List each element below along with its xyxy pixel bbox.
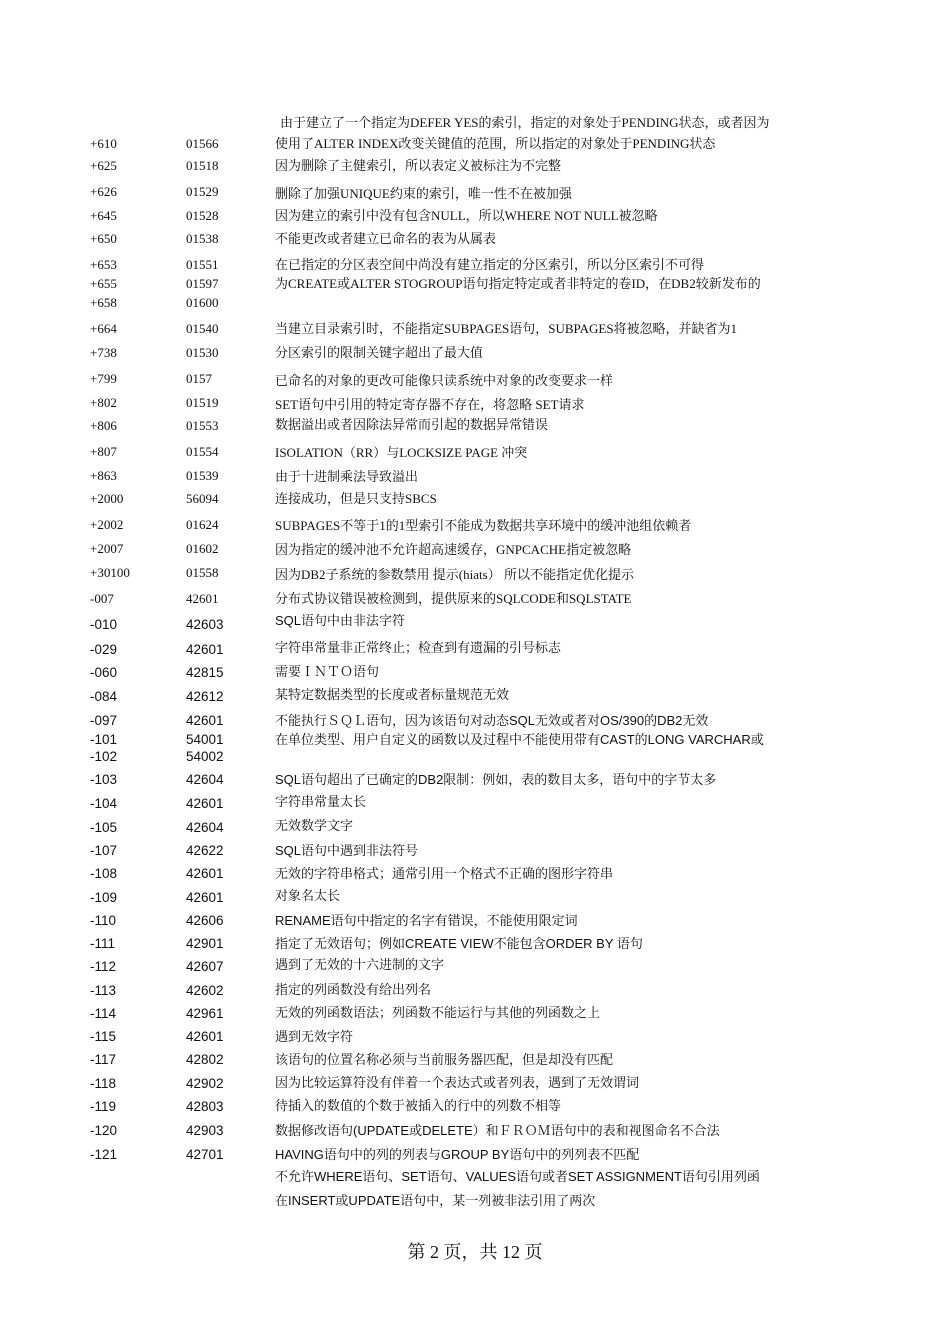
table-row — [0, 711, 950, 731]
sqlstate: 42606 — [186, 913, 224, 928]
description: 不能执行ＳＱＬ语句，因为该语句对动态SQL无效或者对OS/390的DB2无效 — [275, 713, 709, 728]
sqlstate: 42601 — [186, 796, 224, 811]
sqlstate: 01553 — [186, 418, 219, 433]
sqlcode: +799 — [90, 371, 117, 386]
description: 数据溢出或者因除法异常而引起的数据异常错误 — [275, 417, 549, 432]
sqlstate: 42701 — [186, 1147, 224, 1162]
description: 因为删除了主健索引，所以表定义被标注为不完整 — [275, 158, 562, 173]
sqlcode: -111 — [90, 936, 116, 951]
description: 为CREATE或ALTER STOGROUP语句指定特定或者非特定的卷ID，在DB2较新发布的 — [275, 276, 761, 291]
sqlstate: 42607 — [186, 959, 224, 974]
table-row — [0, 182, 950, 202]
sqlcode: -118 — [90, 1076, 117, 1091]
description: ISOLATION（RR）与LOCKSIZE PAGE 冲突 — [275, 445, 528, 460]
description: 已命名的对象的更改可能像只读系统中对象的改变要求一样 — [275, 373, 614, 388]
sqlstate: 42601 — [186, 1029, 224, 1044]
description: 删除了加强UNIQUE约束的索引，唯一性不在被加强 — [275, 186, 572, 201]
table-row — [0, 1145, 950, 1165]
table-row — [0, 206, 950, 226]
table-row — [0, 134, 950, 154]
description: SUBPAGES不等于1的1型索引不能成为数据共享环境中的缓冲池组依赖者 — [275, 518, 692, 533]
description: 需要ＩＮＴＯ语句 — [275, 664, 380, 679]
sqlcode: -104 — [90, 796, 118, 811]
table-row — [0, 515, 950, 535]
description: 分布式协议错误被检测到，提供原来的SQLCODE和SQLSTATE — [275, 591, 632, 606]
description: 在已指定的分区表空间中尚没有建立指定的分区索引，所以分区索引不可得 — [275, 257, 705, 272]
sqlcode: +645 — [90, 208, 117, 223]
sqlcode: -101 — [90, 732, 118, 747]
description: 待插入的数值的个数于被插入的行中的列数不相等 — [275, 1098, 562, 1113]
sqlstate: 01528 — [186, 208, 219, 223]
sqlstate: 42602 — [186, 983, 224, 998]
table-row — [0, 911, 950, 931]
table-row — [0, 1121, 950, 1141]
sqlcode: -084 — [90, 689, 118, 704]
table-row — [0, 319, 950, 339]
sqlcode: -102 — [90, 749, 118, 764]
table-row — [0, 1167, 950, 1187]
sqlcode: -060 — [90, 665, 118, 680]
table-row — [0, 442, 950, 462]
description: 遇到了无效的十六进制的文字 — [275, 957, 445, 972]
description: 指定的列函数没有给出列名 — [275, 982, 432, 997]
table-row — [0, 1027, 950, 1047]
sqlstate: 0157 — [186, 371, 212, 386]
description: 因为DB2子系统的参数禁用 提示(hiats） 所以不能指定优化提示 — [275, 567, 634, 582]
sqlstate: 42803 — [186, 1099, 224, 1114]
sqlcode: +658 — [90, 295, 117, 310]
description: 无效的列函数语法；列函数不能运行与其他的列函数之上 — [275, 1005, 601, 1020]
sqlcode: +2007 — [90, 541, 124, 556]
sqlcode: -010 — [90, 617, 118, 632]
sqlstate: 01540 — [186, 321, 219, 336]
sqlcode: +30100 — [90, 565, 130, 580]
description: 某特定数据类型的长度或者标量规范无效 — [275, 687, 510, 702]
description: 遇到无效字符 — [275, 1029, 354, 1044]
table-row — [0, 770, 950, 790]
table-row — [0, 539, 950, 559]
sqlcode: -105 — [90, 820, 118, 835]
table-row — [0, 113, 950, 133]
table-row — [0, 369, 950, 389]
description: 在单位类型、用户自定义的函数以及过程中不能使用带有CAST的LONG VARCHAR或 — [275, 732, 764, 747]
description: 使用了ALTER INDEX改变关键值的范围，所以指定的对象处于PENDING状态 — [275, 136, 716, 151]
description: RENAME语句中指定的名字有错误，不能使用限定词 — [275, 913, 578, 928]
description: SET语句中引用的特定寄存器不存在，将忽略 SET请求 — [275, 397, 585, 412]
sqlstate: 01519 — [186, 395, 219, 410]
table-row — [0, 393, 950, 413]
description: 不能更改或者建立已命名的表为从属表 — [275, 231, 497, 246]
description: 无效的字符串格式；通常引用一个格式不正确的图形字符串 — [275, 866, 614, 881]
sqlcode: -113 — [90, 983, 117, 998]
description: SQL语句超出了已确定的DB2限制：例如，表的数目太多，语句中的字节太多 — [275, 772, 717, 787]
sqlstate: 42961 — [186, 1006, 224, 1021]
sqlcode: -103 — [90, 772, 118, 787]
sqlstate: 42802 — [186, 1052, 224, 1067]
sqlcode: +738 — [90, 345, 117, 360]
table-row — [0, 1097, 950, 1117]
table-row — [0, 841, 950, 861]
description: 当建立目录索引时，不能指定SUBPAGES语句，SUBPAGES将被忽略，并缺省为1 — [275, 321, 738, 336]
description: 连接成功，但是只支持SBCS — [275, 491, 437, 506]
table-row — [0, 563, 950, 583]
sqlcode: +863 — [90, 468, 117, 483]
sqlstate: 42622 — [186, 843, 224, 858]
description: 字符串常量太长 — [275, 794, 367, 809]
description: 无效数学文字 — [275, 818, 354, 833]
sqlstate: 56094 — [186, 491, 219, 506]
table-row — [0, 156, 950, 176]
sqlstate: 42601 — [186, 713, 224, 728]
table-row — [0, 934, 950, 954]
sqlcode: -119 — [90, 1099, 117, 1114]
sqlstate: 42601 — [186, 642, 224, 657]
sqlstate: 01538 — [186, 231, 219, 246]
table-row — [0, 466, 950, 486]
sqlstate: 42815 — [186, 665, 224, 680]
sqlstate: 01518 — [186, 158, 219, 173]
table-row — [0, 1050, 950, 1070]
description: 该语句的位置名称必须与当前服务器匹配，但是却没有匹配 — [275, 1052, 614, 1067]
description: 对象名太长 — [275, 888, 341, 903]
sqlstate: 42604 — [186, 772, 224, 787]
sqlstate: 01558 — [186, 565, 219, 580]
table-row — [0, 255, 950, 275]
table-row — [0, 274, 950, 294]
sqlcode: +2002 — [90, 517, 124, 532]
table-row — [0, 864, 950, 884]
description: 在INSERT或UPDATE语句中，某一列被非法引用了两次 — [275, 1193, 596, 1208]
sqlcode: +664 — [90, 321, 117, 336]
sqlcode: +653 — [90, 257, 117, 272]
sqlstate: 01566 — [186, 136, 219, 151]
description: 因为建立的索引中没有包含NULL，所以WHERE NOT NULL被忽略 — [275, 208, 658, 223]
table-row — [0, 687, 950, 707]
description: HAVING语句中的列的列表与GROUP BY语句中的列列表不匹配 — [275, 1147, 640, 1162]
sqlcode: -107 — [90, 843, 118, 858]
description: 字符串常量非正常终止；检查到有遗漏的引号标志 — [275, 640, 562, 655]
sqlcode: +802 — [90, 395, 117, 410]
sqlcode: +807 — [90, 444, 117, 459]
sqlcode: -109 — [90, 890, 118, 905]
table-row — [0, 888, 950, 908]
sqlcode: +610 — [90, 136, 117, 151]
description: 因为指定的缓冲池不允许超高速缓存，GNPCACHE指定被忽略 — [275, 542, 632, 557]
description: SQL语句中由非法字符 — [275, 613, 406, 628]
description: 因为比较运算符没有伴着一个表达式或者列表，遇到了无效谓词 — [275, 1075, 640, 1090]
sqlcode: +655 — [90, 276, 117, 291]
sqlcode: -110 — [90, 913, 117, 928]
table-row — [0, 293, 950, 313]
sqlstate: 01551 — [186, 257, 219, 272]
sqlstate: 01597 — [186, 276, 219, 291]
description: 由于建立了一个指定为DEFER YES的索引，指定的对象处于PENDING状态，或者因为 — [280, 115, 770, 130]
sqlstate: 42902 — [186, 1076, 224, 1091]
table-row — [0, 747, 950, 767]
sqlstate: 42604 — [186, 820, 224, 835]
description: 数据修改语句(UPDATE或DELETE）和ＦＲＯＭ语句中的表和视图命名不合法 — [275, 1123, 720, 1138]
sqlstate: 54001 — [186, 732, 224, 747]
description: SQL语句中遇到非法符号 — [275, 843, 419, 858]
sqlcode: -029 — [90, 642, 118, 657]
sqlcode: -121 — [90, 1147, 118, 1162]
sqlstate: 01554 — [186, 444, 219, 459]
description: 指定了无效语句；例如CREATE VIEW不能包含ORDER BY 语句 — [275, 936, 643, 951]
sqlcode: +650 — [90, 231, 117, 246]
table-row — [0, 818, 950, 838]
sqlstate: 01530 — [186, 345, 219, 360]
description: 分区索引的限制关键字超出了最大值 — [275, 345, 484, 360]
sqlcode: -108 — [90, 866, 118, 881]
sqlstate: 01624 — [186, 517, 219, 532]
table-row — [0, 589, 950, 609]
table-row — [0, 794, 950, 814]
sqlstate: 42903 — [186, 1123, 224, 1138]
sqlstate: 42601 — [186, 591, 219, 606]
sqlcode: +2000 — [90, 491, 124, 506]
description: 由于十进制乘法导致溢出 — [275, 469, 419, 484]
table-row — [0, 416, 950, 436]
sqlcode: -097 — [90, 713, 118, 728]
table-row — [0, 489, 950, 509]
sqlstate: 42601 — [186, 890, 224, 905]
sqlcode: -007 — [90, 591, 114, 606]
sqlstate: 01602 — [186, 541, 219, 556]
sqlstate: 42901 — [186, 936, 224, 951]
table-row — [0, 1074, 950, 1094]
sqlstate: 42601 — [186, 866, 224, 881]
table-row — [0, 1191, 950, 1211]
table-row — [0, 981, 950, 1001]
table-row — [0, 663, 950, 683]
sqlstate: 42603 — [186, 617, 224, 632]
page-footer: 第 2 页，共 12 页 — [407, 1242, 543, 1262]
table-row — [0, 957, 950, 977]
table-row — [0, 229, 950, 249]
sqlstate: 42612 — [186, 689, 224, 704]
table-row — [0, 343, 950, 363]
table-row — [0, 615, 950, 635]
sqlcode: -120 — [90, 1123, 118, 1138]
description: 不允许WHERE语句、SET语句、VALUES语句或者SET ASSIGNMENT语句引用列函 — [275, 1169, 760, 1184]
table-row — [0, 640, 950, 660]
sqlstate: 01539 — [186, 468, 219, 483]
sqlcode: -117 — [90, 1052, 117, 1067]
sqlcode: -115 — [90, 1029, 117, 1044]
sqlcode: +806 — [90, 418, 117, 433]
sqlcode: +625 — [90, 158, 117, 173]
sqlcode: +626 — [90, 184, 117, 199]
sqlcode: -114 — [90, 1006, 117, 1021]
sqlcode: -112 — [90, 959, 117, 974]
sqlstate: 01529 — [186, 184, 219, 199]
sqlstate: 01600 — [186, 295, 219, 310]
sqlstate: 54002 — [186, 749, 224, 764]
table-row — [0, 1004, 950, 1024]
